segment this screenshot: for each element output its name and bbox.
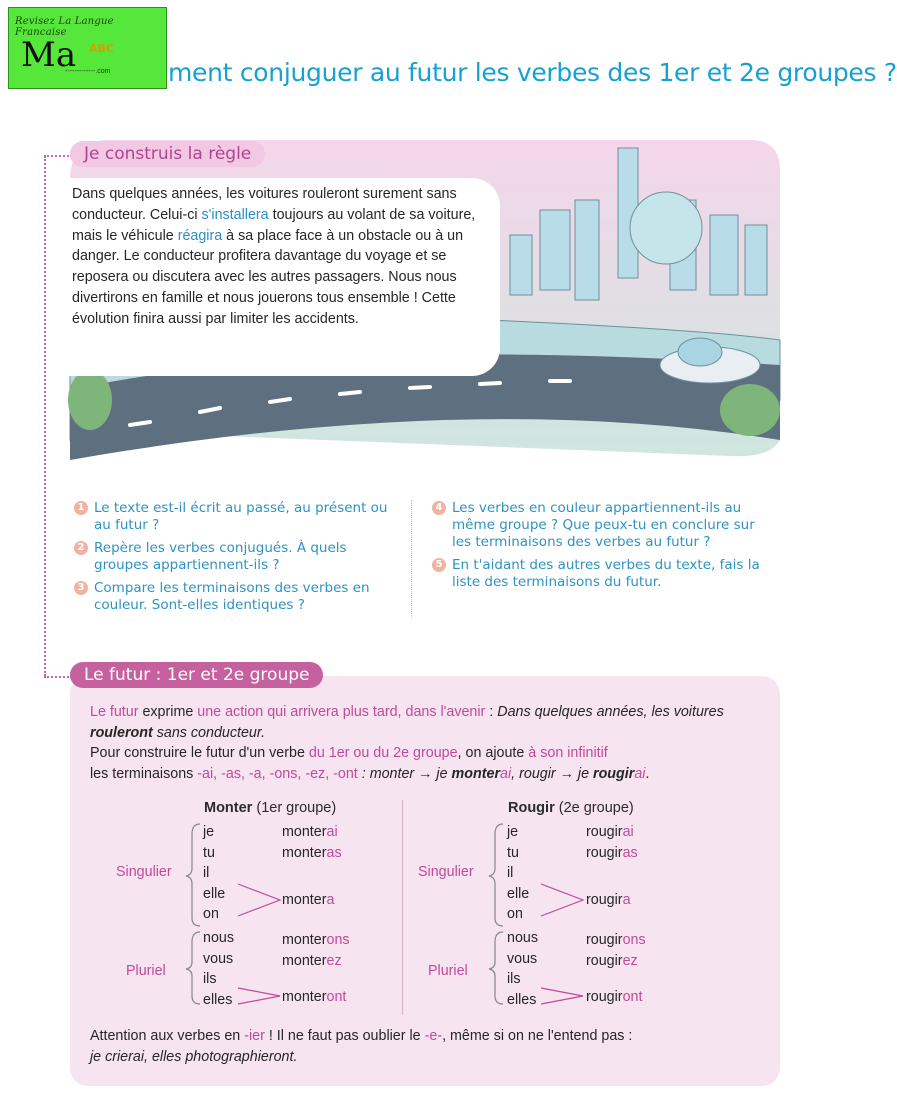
logo-tagline: Revisez La Langue Francaise	[15, 16, 114, 38]
story-text: Dans quelques années, les voitures rouleront surement sans conducteur. Celui-ci s'installera toujours au volant de sa voiture, mais le véhicule réagira à sa place face à un obstacle ou à un danger. Le conducteur profitera davantage du voyage et se reposera ou discutera avec les autres passagers. Nous nous divertirons en famille et nous jouerons tous ensemble ! Cette évolution finira aussi par limiter les accidents.	[72, 186, 476, 327]
rougir-forms	[586, 822, 638, 863]
rougir-nous: rougirons	[586, 932, 646, 948]
page-title: ment conjuguer au futur les verbes des 1er et 2e groupes ?	[168, 58, 897, 87]
conjugation-divider	[402, 800, 403, 1015]
monter-ils: monteront	[282, 989, 347, 1005]
monter-pronouns-sg: je tu il elle on	[203, 824, 226, 923]
monter-pluriel-label: Pluriel	[126, 963, 166, 979]
rougir-pronouns-sg: je tu il elle on	[507, 824, 530, 923]
rougir-tu: rougiras	[586, 844, 638, 861]
verb-reagira: réagira	[177, 227, 223, 244]
dotted-connector-top	[44, 155, 72, 157]
logo-domain: -------------.com	[65, 68, 111, 75]
rule-text	[90, 702, 760, 784]
question-4: 4 Les verbes en couleur appartiennent-ils au même groupe ? Que peux-tu en conclure sur les terminaisons des verbes au futur ?	[432, 500, 762, 551]
rougir-pluriel-label: Pluriel	[428, 963, 468, 979]
logo-brand: Ma	[21, 35, 77, 75]
monter-forms-pl	[282, 930, 350, 971]
story-card	[60, 178, 500, 376]
monter-nous: monterons	[282, 932, 350, 948]
questions-left	[74, 500, 394, 620]
car-bubble	[678, 338, 722, 366]
rougir-forms-pl	[586, 930, 646, 971]
rougir-pronouns-pl: nous vous ils elles	[507, 930, 539, 1008]
rougir-ils: rougiront	[586, 989, 643, 1005]
section-tag-regle: Je construis la règle	[70, 141, 265, 167]
questions-divider	[411, 500, 412, 618]
rougir-il: rougira	[586, 892, 631, 908]
rougir-singulier-label: Singulier	[418, 864, 474, 880]
question-3: 3 Compare les terminaisons des verbes en couleur. Sont-elles identiques ?	[74, 580, 394, 614]
monter-singulier-label: Singulier	[116, 864, 172, 880]
monter-vous: monterez	[282, 952, 342, 969]
monter-pronouns-pl: nous vous ils elles	[203, 930, 235, 1008]
rougir-title: Rougir (2e groupe)	[508, 800, 634, 816]
rule-line-1: Le futur exprime une action qui arrivera plus tard, dans l'avenir : Dans quelques années, les voitures rouleront sans conducteur.	[90, 704, 724, 741]
rougir-vous: rougirez	[586, 952, 638, 969]
verb-installera: s'installera	[201, 206, 269, 223]
monter-il: montera	[282, 892, 335, 908]
rougir-braces	[489, 820, 589, 1020]
monter-braces	[186, 820, 286, 1020]
attention-note: Attention aux verbes en -ier ! Il ne faut pas oublier le -e-, même si on ne l'entend pas : je crierai, elles photographieront.	[90, 1028, 633, 1065]
monter-forms	[282, 822, 342, 863]
monter-tu: monteras	[282, 844, 342, 861]
section-tag-futur: Le futur : 1er et 2e groupe	[70, 662, 323, 688]
logo-abc: ABC	[89, 42, 114, 55]
dotted-connector	[44, 156, 46, 676]
rule-line-3: les terminaisons -ai, -as, -a, -ons, -ez, -ont : monter → je monterai, rougir → je rougirai.	[90, 765, 650, 782]
rougir-je: rougirai	[586, 824, 634, 840]
rule-line-2: Pour construire le futur d'un verbe du 1er ou du 2e groupe, on ajoute à son infinitif	[90, 745, 608, 761]
questions-right	[432, 500, 762, 597]
question-5: 5 En t'aidant des autres verbes du texte, fais la liste des terminaisons du futur.	[432, 557, 762, 591]
question-2: 2 Repère les verbes conjugués. À quels groupes appartiennent-ils ?	[74, 540, 394, 574]
dotted-connector-bottom	[44, 676, 72, 678]
monter-title: Monter (1er groupe)	[204, 800, 337, 816]
dome-building	[630, 192, 702, 264]
monter-je: monterai	[282, 824, 338, 840]
question-1: 1 Le texte est-il écrit au passé, au présent ou au futur ?	[74, 500, 394, 534]
site-logo	[8, 7, 167, 89]
